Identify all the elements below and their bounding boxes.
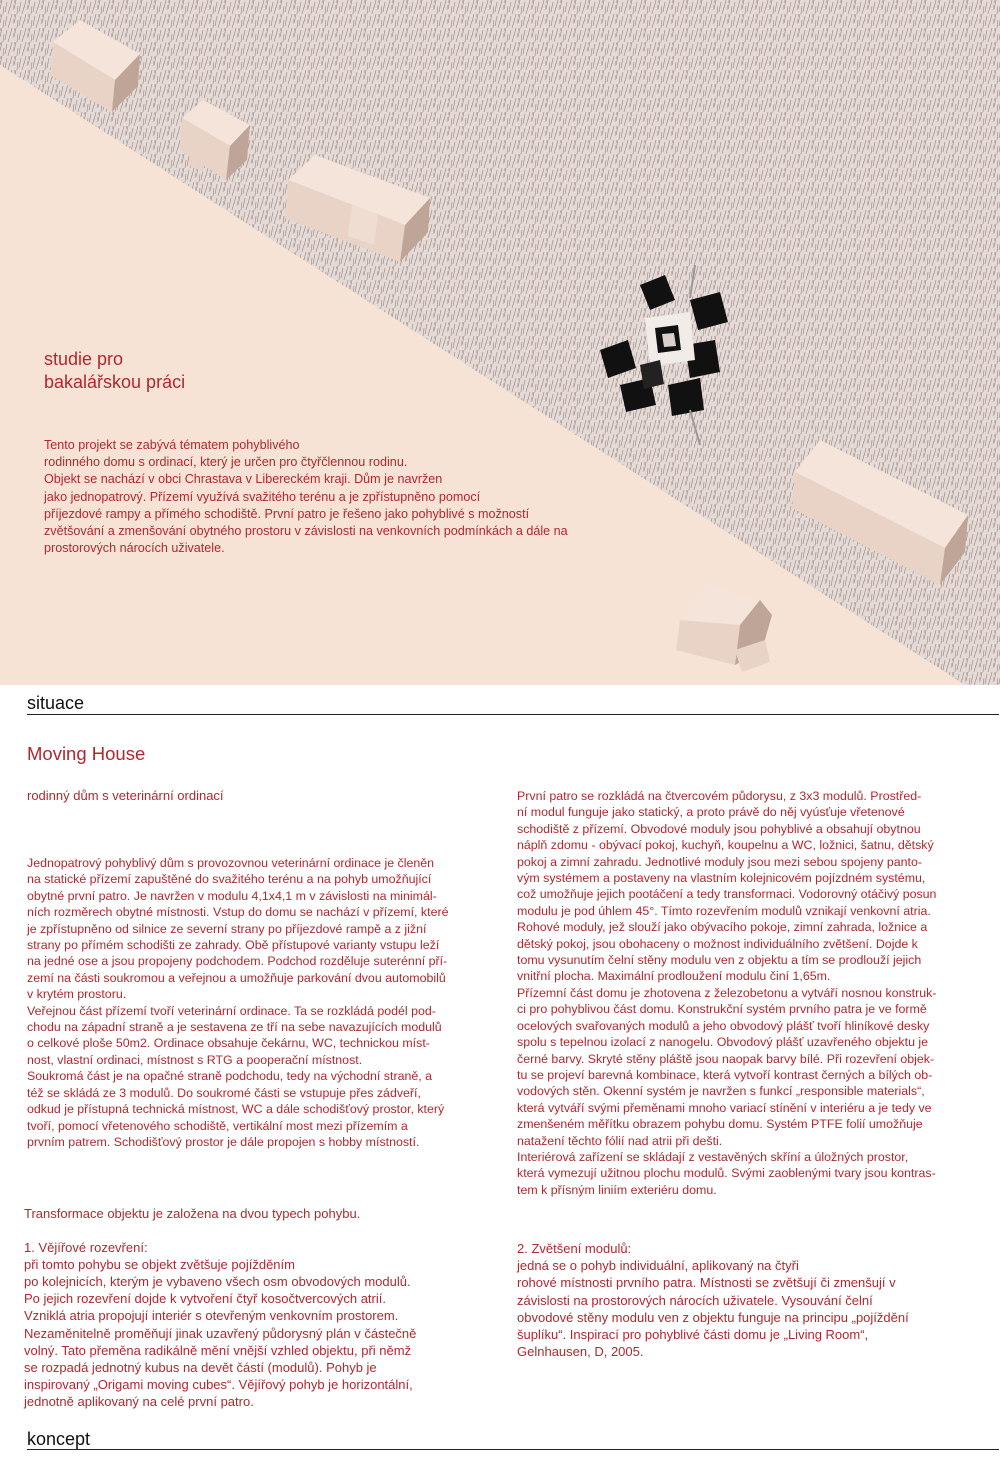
text-line: náplň zdomu - obývací pokoj, kuchyň, koupelnu a WC, ložnici, šatnu, dětský: [517, 838, 934, 853]
text-line: prvním patrem. Schodišťový prostor je dále propojen s hobby místností.: [27, 1134, 420, 1149]
text-line: o celkové ploše 50m2. Ordinace obsahuje čekárnu, WC, technickou míst-: [27, 1036, 430, 1051]
concept-left-text: [24, 1205, 504, 1411]
right-column-text: [517, 788, 997, 1198]
text-line: Transformace objektu je založena na dvou typech pohybu.: [24, 1206, 361, 1221]
text-line: nost, vlastní ordinaci, místnost s RTG a pooperační místnost.: [27, 1052, 363, 1067]
intro-text: [44, 437, 684, 557]
intro-title-line: studie pro: [44, 349, 124, 369]
text-line: modulu je pod úhlem 45°. Tímto rozevřením modulů vznikají venkovní atria.: [517, 903, 931, 918]
text-line: po kolejnicích, kterým je vybaveno všech osm obvodových modulů.: [24, 1274, 411, 1289]
text-line: též se skládá ze 3 modulů. Do soukromé části se vstupuje přes zádveří,: [27, 1085, 421, 1100]
text-line: spolu s tepelnou izolací z nanogelu. Obvodový plášť uzavřeného objektu je: [517, 1035, 929, 1050]
text-line: natažení těchto fólií nad atrii při dešti.: [517, 1133, 723, 1148]
text-line: zemí na části soukromou a veřejnou a umožňuje parkování dvou automobilů: [27, 970, 446, 985]
text-line: Jednopatrový pohyblivý dům s provozovnou veterinární ordinace je členěn: [27, 856, 435, 870]
text-line: vnitřní plocha. Maximální prodloužení modulu činí 1,65m.: [517, 969, 831, 984]
intro-line: jako jednopatrový. Přízemí využívá svažitého terénu a je zpřístupněno pomocí: [44, 489, 481, 504]
text-line: na jedné ose a jsou propojeny podchodem. Podchod rozděluje suterénní pří-: [27, 954, 448, 969]
text-line: která vymezují užitnou plochu modulů. Svými zaoblenými tvary jsou kontras-: [517, 1166, 936, 1181]
text-line: pokoj a zimní zahradu. Jednotlivé moduly jsou mezi sebou spojeny panto-: [517, 854, 922, 869]
text-line: Veřejnou část přízemí tvoří veterinární ordinace. Ta se rozkládá podél pod-: [27, 1003, 436, 1018]
left-column-text: [27, 855, 497, 1150]
intro-line: Tento projekt se zabývá tématem pohyblivého: [44, 438, 300, 452]
intro-title: [44, 348, 185, 394]
text-line: tem k přísným liniím exteriéru domu.: [517, 1182, 717, 1197]
text-line: je zpřístupněno od silnice ze severní strany po příjezdové rampě a z jižní: [27, 921, 427, 936]
text-line: Rohové moduly, jež slouží jako obývacího pokoje, zimní zahrada, ložnice a: [517, 920, 928, 935]
text-line: odkud je přístupná technická místnost, WC a dále schodišťový prostor, který: [27, 1102, 445, 1117]
text-line: rohové místnosti prvního patra. Místnosti se zvětšují či zmenšují v: [517, 1275, 896, 1291]
document-subtitle: rodinný dům s veterinární ordinací: [27, 788, 224, 803]
text-line: zmenšeném měřítku obrazem pohybu domu. Systém PTFE folií umožňuje: [517, 1117, 923, 1132]
text-line: při tomto pohybu se objekt zvětšuje pojížděním: [24, 1256, 295, 1272]
text-line: Nezaměnitelně proměňují jinak uzavřený půdorysný plán v částečně: [24, 1325, 417, 1341]
intro-line: prostorových nárocích uživatele.: [44, 541, 225, 556]
text-line: tvoří, pomocí vřetenového schodiště, vertikální most mezi přízemím a: [27, 1118, 408, 1133]
text-line: 2. Zvětšení modulů:: [517, 1241, 632, 1256]
concept-right-text: [517, 1240, 997, 1360]
intro-line: rodinného domu s ordinací, který je určen pro čtyřčlennou rodinu.: [44, 455, 408, 470]
text-line: schodiště z přízemí. Obvodové moduly jsou pohyblivé a obsahují obytnou: [517, 821, 921, 836]
text-line: se rozpadá jednotný kubus na devět částí (modulů). Pohyb je: [24, 1360, 377, 1376]
text-line: šuplíku“. Inspirací pro pohyblivé části domu je „Living Room“,: [517, 1327, 869, 1343]
section-divider: [27, 714, 999, 715]
text-line: volný. Tato přeměna radikálně mění vnější vzhled objektu, při němž: [24, 1342, 412, 1358]
text-line: která vytváří svými přeměnami mnoho variací stínění v interiéru a je tedy ve: [517, 1100, 932, 1115]
text-line: jedná se o pohyb individuální, aplikovaný na čtyři: [517, 1258, 799, 1274]
text-line: černé barvy. Skryté stěny pláště jsou naopak barvy bílé. Při rozevření objek-: [517, 1051, 935, 1066]
text-line: obvodové stěny modulu ven z objektu funguje na principu „pojíždění: [517, 1309, 909, 1325]
text-line: což umožňuje jejich pootáčení a tedy transformaci. Vodorovný otáčivý posun: [517, 887, 937, 902]
text-line: Vzniklá atria propojují interiér s otevřeným venkovním prostorem.: [24, 1308, 399, 1324]
document-title: Moving House: [27, 743, 146, 764]
section-divider: [27, 1449, 999, 1450]
text-line: inspirovaný „Origami moving cubes“. Vějířový pohyb je horizontální,: [24, 1377, 413, 1393]
text-line: Přízemní část domu je zhotovena z železobetonu a vytváří nosnou konstruk-: [517, 985, 937, 1000]
text-line: Interiérová zařízení se skládají z vestavěných skříní a úložných prostor,: [517, 1149, 909, 1164]
text-line: ocelových svařovaných modulů a jeho obvodový plášť tvoří hliníkové desky: [517, 1018, 930, 1033]
text-line: vodových stěn. Okenní systém je navržen s funkcí „responsible materials“,: [517, 1084, 925, 1099]
intro-line: Objekt se nachází v obci Chrastava v Libereckém kraji. Dům je navržen: [44, 472, 443, 487]
text-line: jednotně aplikovaný na celé první patro.: [24, 1394, 254, 1410]
text-line: ní modul funguje jako statický, a proto právě do něj vyúsťuje vřetenové: [517, 805, 905, 820]
text-line: dětský pokoj, jsou obohaceny o možnost individuálního zvětšení. Dojde k: [517, 936, 918, 951]
text-line: [24, 1222, 504, 1238]
text-line: závislosti na prostorových nárocích uživatele. Vysouvání čelní: [517, 1292, 873, 1308]
intro-line: příjezdové rampy a přímého schodiště. První patro je řešeno jako pohyblivé s možností: [44, 506, 530, 521]
site-plan-rendering: [0, 0, 1000, 685]
section-label-koncept: koncept: [27, 1429, 91, 1449]
text-line: ci pro pohyblivou část domu. Konstrukční systém prvního patra je ve formě: [517, 1002, 927, 1017]
text-line: chodu na západní straně a je sestavena ze tří na sebe navazujících modulů: [27, 1020, 442, 1035]
text-line: tu se projeví barevná kombinace, která vytvoří kontrast černých a bílých ob-: [517, 1067, 933, 1082]
section-label-situace: situace: [27, 693, 85, 713]
text-line: Po jejich rozevření dojde k vytvoření čtyř kosočtvercových atrií.: [24, 1291, 386, 1307]
text-line: v krytém prostoru.: [27, 987, 127, 1002]
text-line: ních rozměrech obytné místnosti. Vstup do domu se nachází v přízemí, které: [27, 905, 449, 920]
text-line: tomu vysunutím čelní stěny modulu ven z objektu a tím se prodlouží jejich: [517, 953, 922, 968]
site-plan-graphic: [0, 0, 1000, 685]
intro-line: zvětšování a zmenšování obytného prostoru v závislosti na venkovních podmínkách a dále na: [44, 524, 568, 539]
text-line: První patro se rozkládá na čtvercovém půdorysu, z 3x3 modulů. Prostřed-: [517, 789, 922, 803]
text-line: Soukromá část je na opačné straně podchodu, tedy na východní straně, a: [27, 1069, 433, 1084]
text-line: vým systémem a postaveny na vlastním kolejnicovém pojízdném systému,: [517, 871, 926, 886]
text-line: na statické přízemí zapuštěné do svažitého terénu a na pohyb umožňující: [27, 872, 432, 887]
text-line: strany po přímém schodišti ze zahrady. Obě přístupové varianty vstupu leží: [27, 938, 440, 953]
intro-title-line: bakalářskou práci: [44, 372, 186, 392]
text-line: obytné první patro. Je navržen v modulu 4,1x4,1 m v závislosti na minimál-: [27, 888, 437, 903]
text-line: Gelnhausen, D, 2005.: [517, 1344, 644, 1360]
text-line: 1. Vějířové rozevření:: [24, 1239, 148, 1255]
